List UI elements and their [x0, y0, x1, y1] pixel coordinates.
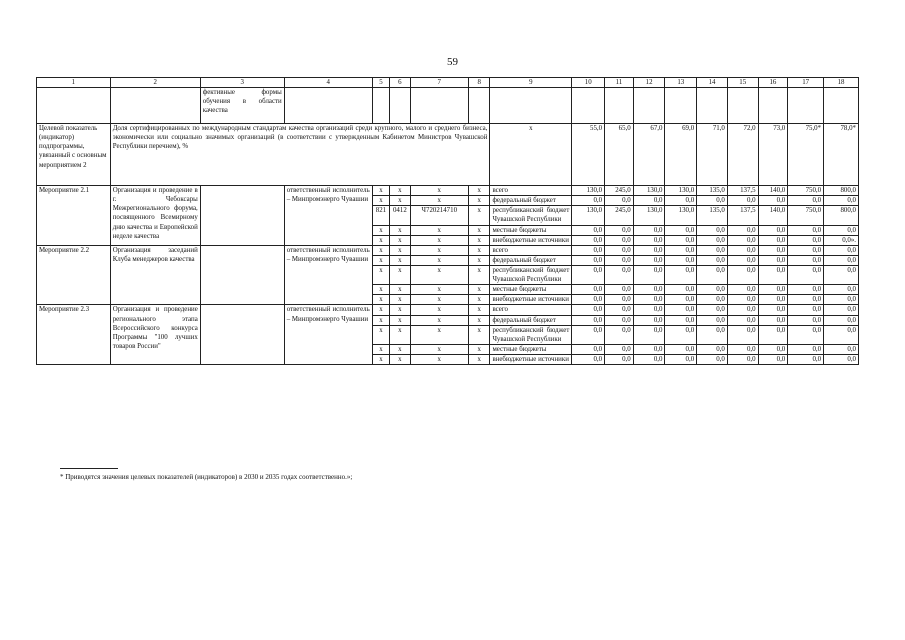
funding-source: местные бюджеты — [490, 344, 572, 354]
funding-value: 0,0 — [758, 285, 788, 295]
funding-value: 0,0 — [665, 325, 697, 344]
funding-value: 0,0 — [572, 265, 605, 284]
budget-code: х — [372, 325, 389, 344]
funding-value: 0,0 — [665, 344, 697, 354]
funding-value: 0,0 — [788, 245, 824, 255]
budget-code: х — [468, 186, 489, 196]
funding-value: 0,0 — [605, 344, 634, 354]
funding-value: 0,0 — [727, 235, 758, 245]
measure-name: Организация заседаний Клуба менеджеров качества — [110, 245, 200, 305]
funding-value: 0,0 — [572, 196, 605, 206]
budget-code: х — [468, 265, 489, 284]
budget-code: х — [372, 315, 389, 325]
column-number: 13 — [665, 78, 697, 88]
funding-value: 0,0 — [788, 344, 824, 354]
funding-value: 137,5 — [727, 186, 758, 196]
funding-value: 0,0 — [633, 315, 665, 325]
funding-value: 0,0 — [788, 225, 824, 235]
budget-code: х — [390, 344, 410, 354]
budget-code: х — [410, 186, 468, 196]
funding-value: 140,0 — [758, 206, 788, 225]
budget-code: х — [410, 354, 468, 364]
funding-source: федеральный бюджет — [490, 315, 572, 325]
funding-value: 0,0 — [633, 255, 665, 265]
budget-code: х — [468, 285, 489, 295]
funding-value: 0,0 — [697, 295, 728, 305]
funding-value: 0,0 — [572, 235, 605, 245]
indicator-col9: х — [490, 124, 572, 186]
funding-value: 137,5 — [727, 206, 758, 225]
indicator-row — [37, 124, 859, 186]
funding-value: 0,0 — [572, 225, 605, 235]
funding-value: 0,0 — [727, 344, 758, 354]
measure-col3 — [200, 245, 284, 305]
funding-source: местные бюджеты — [490, 285, 572, 295]
funding-value: 130,0 — [572, 186, 605, 196]
funding-value: 0,0 — [788, 315, 824, 325]
measure-col3 — [200, 305, 284, 365]
funding-value: 0,0 — [758, 295, 788, 305]
budget-code: х — [390, 196, 410, 206]
footnote-rule — [60, 468, 118, 469]
budget-code: х — [468, 325, 489, 344]
funding-source: всего — [490, 305, 572, 315]
continuation-text: фективные формы обучения в области качества — [200, 88, 284, 124]
page-number: 59 — [447, 56, 458, 68]
column-number: 15 — [727, 78, 758, 88]
funding-source: внебюджетные источники — [490, 295, 572, 305]
funding-value: 0,0 — [633, 295, 665, 305]
funding-value: 0,0 — [697, 285, 728, 295]
budget-code: х — [372, 255, 389, 265]
funding-value: 0,0 — [758, 354, 788, 364]
budget-code: х — [468, 196, 489, 206]
indicator-value: 73,0 — [758, 124, 788, 186]
funding-value: 800,0 — [824, 186, 859, 196]
funding-source: внебюджетные источники — [490, 235, 572, 245]
indicator-value: 55,0 — [572, 124, 605, 186]
funding-value: 0,0 — [633, 235, 665, 245]
budget-code: х — [410, 225, 468, 235]
funding-value: 140,0 — [758, 186, 788, 196]
measure-executor: ответственный исполнитель – Минпромэнерго Чувашии — [284, 245, 372, 305]
budget-code: х — [410, 285, 468, 295]
funding-value: 0,0 — [697, 344, 728, 354]
funding-value: 0,0 — [665, 305, 697, 315]
indicator-value: 71,0 — [697, 124, 728, 186]
budget-code: х — [372, 285, 389, 295]
funding-value: 0,0 — [788, 325, 824, 344]
indicator-value: 69,0 — [665, 124, 697, 186]
funding-value: 0,0 — [824, 196, 859, 206]
funding-value: 0,0 — [605, 354, 634, 364]
funding-value: 0,0 — [633, 196, 665, 206]
budget-code: х — [468, 354, 489, 364]
funding-source: республиканский бюджет Чувашской Республики — [490, 206, 572, 225]
funding-value: 0,0 — [572, 255, 605, 265]
funding-value: 0,0 — [605, 265, 634, 284]
column-number: 6 — [390, 78, 410, 88]
budget-code: х — [390, 186, 410, 196]
funding-value: 0,0 — [727, 325, 758, 344]
budget-code: х — [372, 245, 389, 255]
funding-value: 130,0 — [572, 206, 605, 225]
budget-code: х — [410, 344, 468, 354]
budget-code: 821 — [372, 206, 389, 225]
budget-code: х — [390, 285, 410, 295]
program-table — [36, 77, 859, 365]
funding-value: 0,0 — [758, 245, 788, 255]
funding-value: 0,0 — [727, 315, 758, 325]
funding-value: 0,0 — [697, 354, 728, 364]
budget-code: х — [372, 186, 389, 196]
funding-value: 0,0 — [605, 225, 634, 235]
budget-code: х — [390, 305, 410, 315]
funding-source: внебюджетные источники — [490, 354, 572, 364]
budget-code: х — [372, 196, 389, 206]
column-number: 9 — [490, 78, 572, 88]
funding-value: 0,0 — [697, 305, 728, 315]
finance-row — [37, 186, 859, 196]
funding-value: 750,0 — [788, 186, 824, 196]
funding-value: 0,0 — [665, 245, 697, 255]
funding-source: всего — [490, 245, 572, 255]
funding-value: 0,0 — [633, 265, 665, 284]
funding-source: местные бюджеты — [490, 225, 572, 235]
column-number: 3 — [200, 78, 284, 88]
budget-code: х — [372, 344, 389, 354]
funding-source: федеральный бюджет — [490, 255, 572, 265]
budget-code: х — [372, 265, 389, 284]
budget-code: х — [468, 206, 489, 225]
funding-value: 0,0 — [605, 305, 634, 315]
budget-code: х — [410, 255, 468, 265]
funding-value: 0,0 — [758, 305, 788, 315]
funding-value: 0,0 — [758, 196, 788, 206]
measure-executor: ответственный исполнитель – Минпромэнерго Чувашии — [284, 186, 372, 246]
funding-value: 0,0 — [788, 295, 824, 305]
funding-value: 750,0 — [788, 206, 824, 225]
funding-value: 135,0 — [697, 206, 728, 225]
funding-value: 0,0 — [572, 245, 605, 255]
measure-name: Организация и проведение в г. Чебоксары Межрегионального форума, посвященного Всемирному дню качества и Европейской неделе качества — [110, 186, 200, 246]
funding-value: 0,0 — [633, 245, 665, 255]
budget-code: х — [468, 315, 489, 325]
budget-code: х — [410, 196, 468, 206]
column-number: 12 — [633, 78, 665, 88]
budget-code: Ч720214710 — [410, 206, 468, 225]
funding-value: 0,0 — [758, 315, 788, 325]
budget-code: х — [410, 245, 468, 255]
indicator-value: 72,0 — [727, 124, 758, 186]
funding-value: 0,0 — [697, 245, 728, 255]
column-number-row — [37, 78, 859, 88]
funding-value: 0,0 — [697, 265, 728, 284]
funding-value: 0,0 — [758, 225, 788, 235]
funding-value: 0,0 — [697, 325, 728, 344]
funding-value: 0,0 — [633, 325, 665, 344]
funding-value: 0,0 — [824, 344, 859, 354]
funding-value: 0,0 — [572, 285, 605, 295]
funding-value: 0,0 — [665, 285, 697, 295]
funding-value: 0,0 — [727, 305, 758, 315]
funding-value: 0,0 — [824, 315, 859, 325]
funding-value: 0,0 — [697, 225, 728, 235]
funding-value: 245,0 — [605, 186, 634, 196]
funding-value: 0,0 — [727, 196, 758, 206]
column-number: 4 — [284, 78, 372, 88]
finance-row — [37, 245, 859, 255]
budget-code: х — [372, 305, 389, 315]
funding-value: 0,0 — [758, 235, 788, 245]
continuation-row — [37, 88, 859, 124]
budget-code: х — [372, 354, 389, 364]
funding-value: 0,0 — [758, 325, 788, 344]
funding-value: 0,0 — [633, 305, 665, 315]
funding-value: 0,0 — [788, 235, 824, 245]
funding-value: 0,0 — [633, 344, 665, 354]
funding-value: 0,0 — [788, 255, 824, 265]
finance-row — [37, 305, 859, 315]
funding-value: 245,0 — [605, 206, 634, 225]
funding-value: 0,0 — [697, 235, 728, 245]
budget-code: х — [390, 265, 410, 284]
measure-label: Мероприятие 2.3 — [37, 305, 111, 365]
funding-value: 0,0 — [788, 265, 824, 284]
budget-code: х — [468, 245, 489, 255]
funding-value: 0,0 — [788, 305, 824, 315]
measure-executor: ответственный исполнитель – Минпромэнерго Чувашии — [284, 305, 372, 365]
funding-value: 0,0 — [727, 255, 758, 265]
funding-value: 0,0 — [665, 354, 697, 364]
funding-value: 130,0 — [665, 206, 697, 225]
funding-value: 0,0 — [572, 344, 605, 354]
measure-label: Мероприятие 2.2 — [37, 245, 111, 305]
funding-value: 0,0 — [665, 225, 697, 235]
funding-value: 0,0 — [605, 315, 634, 325]
budget-code: х — [390, 245, 410, 255]
funding-value: 0,0 — [605, 245, 634, 255]
funding-value: 0,0 — [665, 235, 697, 245]
budget-code: х — [390, 225, 410, 235]
funding-value: 0,0 — [788, 354, 824, 364]
budget-code: х — [372, 235, 389, 245]
column-number: 1 — [37, 78, 111, 88]
budget-code: х — [410, 235, 468, 245]
measure-name: Организация и проведение регионального этапа Всероссийского конкурса Программы "100 лучших товаров России" — [110, 305, 200, 365]
column-number: 10 — [572, 78, 605, 88]
funding-value: 0,0 — [633, 225, 665, 235]
funding-value: 0,0 — [758, 255, 788, 265]
funding-value: 0,0 — [572, 295, 605, 305]
budget-code: х — [410, 325, 468, 344]
budget-code: х — [468, 235, 489, 245]
funding-value: 130,0 — [633, 186, 665, 196]
funding-value: 0,0 — [758, 265, 788, 284]
funding-value: 0,0 — [605, 255, 634, 265]
funding-value: 0,0 — [572, 354, 605, 364]
funding-value: 0,0 — [824, 305, 859, 315]
column-number: 17 — [788, 78, 824, 88]
funding-value: 0,0 — [605, 235, 634, 245]
funding-value: 0,0 — [633, 354, 665, 364]
funding-value: 0,0 — [605, 325, 634, 344]
funding-value: 0,0 — [824, 265, 859, 284]
column-number: 7 — [410, 78, 468, 88]
budget-code: х — [390, 354, 410, 364]
budget-code: х — [468, 295, 489, 305]
funding-value: 0,0 — [727, 354, 758, 364]
funding-source: республиканский бюджет Чувашской Республики — [490, 265, 572, 284]
funding-value: 0,0 — [697, 255, 728, 265]
column-number: 5 — [372, 78, 389, 88]
budget-code: х — [468, 225, 489, 235]
column-number: 18 — [824, 78, 859, 88]
funding-value: 0,0 — [727, 295, 758, 305]
budget-code: х — [390, 295, 410, 305]
funding-value: 130,0 — [665, 186, 697, 196]
budget-code: х — [410, 295, 468, 305]
funding-value: 0,0 — [697, 196, 728, 206]
funding-value: 135,0 — [697, 186, 728, 196]
funding-value: 0,0 — [665, 265, 697, 284]
funding-value: 0,0 — [788, 196, 824, 206]
budget-code: х — [372, 225, 389, 235]
funding-value: 0,0 — [572, 315, 605, 325]
indicator-value: 65,0 — [605, 124, 634, 186]
funding-value: 0,0 — [572, 305, 605, 315]
measure-label: Мероприятие 2.1 — [37, 186, 111, 246]
budget-code: х — [390, 315, 410, 325]
budget-code: х — [410, 315, 468, 325]
funding-value: 0,0 — [727, 265, 758, 284]
indicator-value: 78,0* — [824, 124, 859, 186]
budget-code: х — [390, 255, 410, 265]
funding-value: 0,0 — [824, 325, 859, 344]
funding-value: 0,0 — [665, 315, 697, 325]
funding-value: 0,0 — [633, 285, 665, 295]
indicator-text: Доля сертифицированных по международным стандартам качества организаций среди крупного, малого и среднего бизнеса, экономически или социально значимых организаций (в соответствии с утвержденным Кабинетом Министров Чувашской Республики перечнем), % — [110, 124, 490, 186]
budget-code: х — [390, 235, 410, 245]
budget-code: 0412 — [390, 206, 410, 225]
funding-value: 130,0 — [633, 206, 665, 225]
funding-value: 0,0 — [824, 354, 859, 364]
funding-value: 0,0 — [697, 315, 728, 325]
funding-source: федеральный бюджет — [490, 196, 572, 206]
funding-value: 0,0 — [665, 295, 697, 305]
funding-value: 0,0 — [605, 285, 634, 295]
budget-code: х — [410, 265, 468, 284]
budget-code: х — [410, 305, 468, 315]
funding-value: 0,0 — [572, 325, 605, 344]
funding-value: 0,0 — [758, 344, 788, 354]
funding-value: 0,0 — [665, 196, 697, 206]
measure-col3 — [200, 186, 284, 246]
column-number: 16 — [758, 78, 788, 88]
funding-source: всего — [490, 186, 572, 196]
budget-code: х — [468, 305, 489, 315]
funding-value: 0,0 — [605, 295, 634, 305]
funding-value: 0,0 — [605, 196, 634, 206]
column-number: 8 — [468, 78, 489, 88]
funding-value: 0,0 — [727, 245, 758, 255]
funding-value: 0,0 — [727, 285, 758, 295]
indicator-value: 67,0 — [633, 124, 665, 186]
indicator-label: Целевой показатель (индикатор) подпрограммы, увязанный с основным мероприятием 2 — [37, 124, 111, 186]
funding-value: 0,0 — [665, 255, 697, 265]
funding-value: 0,0 — [727, 225, 758, 235]
funding-value: 0,0 — [824, 285, 859, 295]
budget-code: х — [468, 255, 489, 265]
funding-value: 0,0 — [824, 295, 859, 305]
budget-code: х — [390, 325, 410, 344]
funding-value: 0,0 — [824, 225, 859, 235]
indicator-value: 75,0* — [788, 124, 824, 186]
funding-value: 0,0 — [824, 245, 859, 255]
funding-value: 800,0 — [824, 206, 859, 225]
footnote: * Приводятся значения целевых показателей (индикаторов) в 2030 и 2035 годах соответственно.»; — [60, 473, 353, 481]
funding-source: республиканский бюджет Чувашской Республики — [490, 325, 572, 344]
column-number: 11 — [605, 78, 634, 88]
funding-value: 0,0 — [788, 285, 824, 295]
funding-value: 0,0 — [824, 255, 859, 265]
column-number: 2 — [110, 78, 200, 88]
column-number: 14 — [697, 78, 728, 88]
budget-code: х — [372, 295, 389, 305]
funding-value: 0,0». — [824, 235, 859, 245]
budget-code: х — [468, 344, 489, 354]
